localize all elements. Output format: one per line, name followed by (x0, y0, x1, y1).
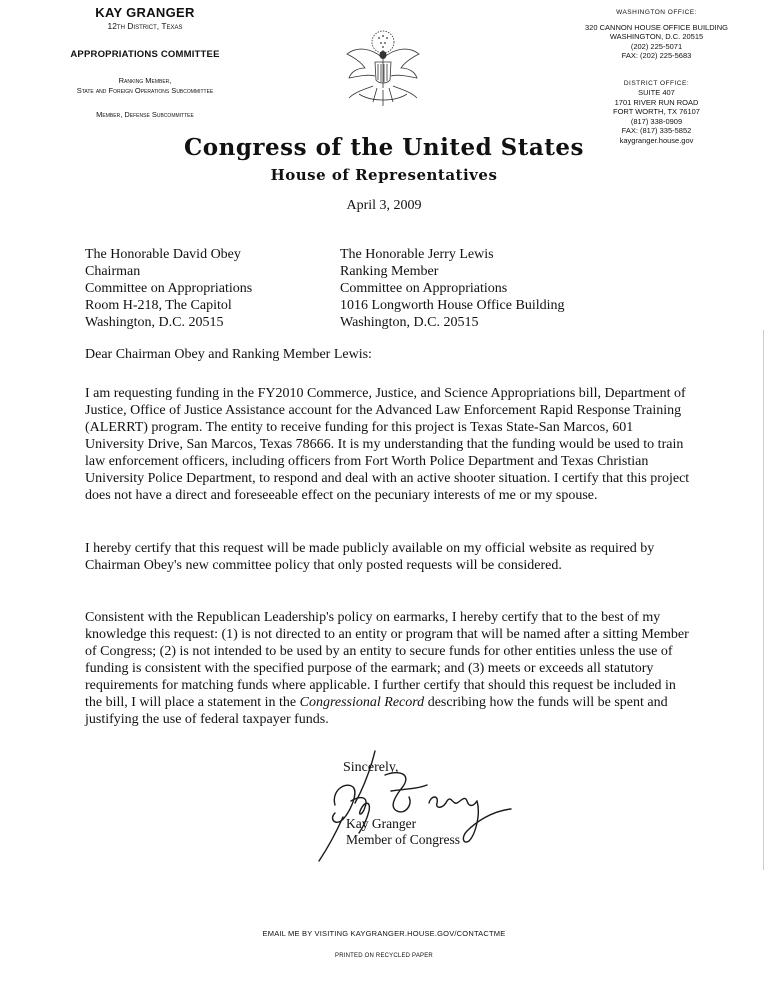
address-line: Room H-218, The Capitol (85, 298, 232, 313)
district-line: (817) 338-0909 (630, 116, 683, 126)
body-paragraph-3 (85, 609, 695, 728)
district-line: FAX: (817) 335-5852 (621, 126, 692, 135)
address-line: The Honorable Jerry Lewis (340, 247, 494, 262)
washington-line: (202) 225-5071 (630, 41, 683, 51)
signer-title: Member of Congress (346, 832, 460, 847)
member-district: 12th District, Texas (107, 21, 183, 31)
address-line: 1016 Longworth House Office Building (340, 298, 565, 313)
footer-contact: EMAIL ME BY VISITING KAYGRANGER.HOUSE.GOV/CONTACTME (262, 929, 506, 938)
address-line: The Honorable David Obey (85, 247, 241, 262)
letterhead-left (0, 0, 290, 120)
washington-office-label: WASHINGTON OFFICE: (616, 9, 697, 16)
district-line: SUITE 407 (638, 88, 675, 97)
letter-date: April 3, 2009 (346, 198, 422, 213)
signer-block (346, 816, 460, 848)
letterhead-right (545, 0, 768, 145)
committee-name: APPROPRIATIONS COMMITTEE (70, 49, 220, 60)
address-line: Committee on Appropriations (85, 281, 253, 296)
closing: Sincerely, (343, 760, 399, 775)
paragraph-3-text-end: describing how the funds will be spent and justifying the use of federal taxpayer funds. (85, 695, 668, 727)
salutation: Dear Chairman Obey and Ranking Member Lewis: (85, 347, 372, 362)
recipient-address-right (340, 246, 565, 331)
washington-office-address (545, 23, 768, 61)
district-line: kaygranger.house.gov (619, 135, 694, 145)
congressional-seal-icon (343, 28, 423, 110)
address-line: Washington, D.C. 20515 (340, 315, 479, 330)
address-line: Ranking Member (340, 264, 439, 279)
address-line: Committee on Appropriations (340, 281, 508, 296)
district-line: FORT WORTH, TX 76107 (613, 107, 700, 116)
house-title: House of Representatives (270, 166, 498, 184)
rank-line-1: Ranking Member, (118, 76, 172, 85)
recipient-address-left (85, 246, 252, 331)
address-line: Chairman (85, 264, 141, 279)
washington-line: WASHINGTON, D.C. 20515 (609, 32, 704, 41)
address-line: Washington, D.C. 20515 (85, 315, 224, 330)
rank-line-2: State and Foreign Operations Subcommittee (76, 86, 214, 95)
member-name: KAY GRANGER (95, 5, 195, 20)
paragraph-3-text: Consistent with the Republican Leadership's policy on earmarks, I hereby certify that to the best of my knowledge this request: (1) is not directed to an entity or program that will be named after a sitting Member of Congress; (2) is not intended to be used by an entity to secure funds for other entities unless the use of funding is consistent with the specified purpose of the earmark; and (3) meets or exceeds all statutory requirements for matching funds where applicable. I further certify that should this request be included in the bill, I will place a statement in the (85, 610, 689, 710)
congress-title: Congress of the United States (183, 134, 585, 161)
scan-edge-line (763, 330, 764, 870)
signer-name: Kay Granger (346, 816, 417, 831)
district-line: 1701 RIVER RUN ROAD (614, 97, 699, 107)
body-paragraph-1: I am requesting funding in the FY2010 Commerce, Justice, and Science Appropriations bill, Department of Justice, Office of Justice Assistance account for the Advanced Law Enforcement Rapid Response Training (ALERRT) program. The entity to receive funding for this project is Texas State-San Marcos, 601 University Drive, San Marcos, Texas 78666. It is my understanding that the funding would be used to train law enforcement officers, including officers from Fort Worth Police Department and Texas Christian University Police Department, to respond and deal with an active shooter situation. I certify that this project does not have a direct and foreseeable effect on the pecuniary interests of me or my spouse. (85, 386, 690, 503)
footer-printed: PRINTED ON RECYCLED PAPER (335, 953, 433, 959)
district-office-label: DISTRICT OFFICE: (623, 79, 690, 87)
body-paragraph-2: I hereby certify that this request will be made publicly available on my official website as required by Chairman Obey's new committee policy that only posted requests will be considered. (85, 541, 655, 573)
member-line: Member, Defense Subcommittee (96, 110, 194, 119)
washington-line: FAX: (202) 225-5683 (621, 51, 692, 60)
washington-line: 320 CANNON HOUSE OFFICE BUILDING (585, 22, 728, 32)
congressional-record-title: Congressional Record (299, 695, 425, 710)
